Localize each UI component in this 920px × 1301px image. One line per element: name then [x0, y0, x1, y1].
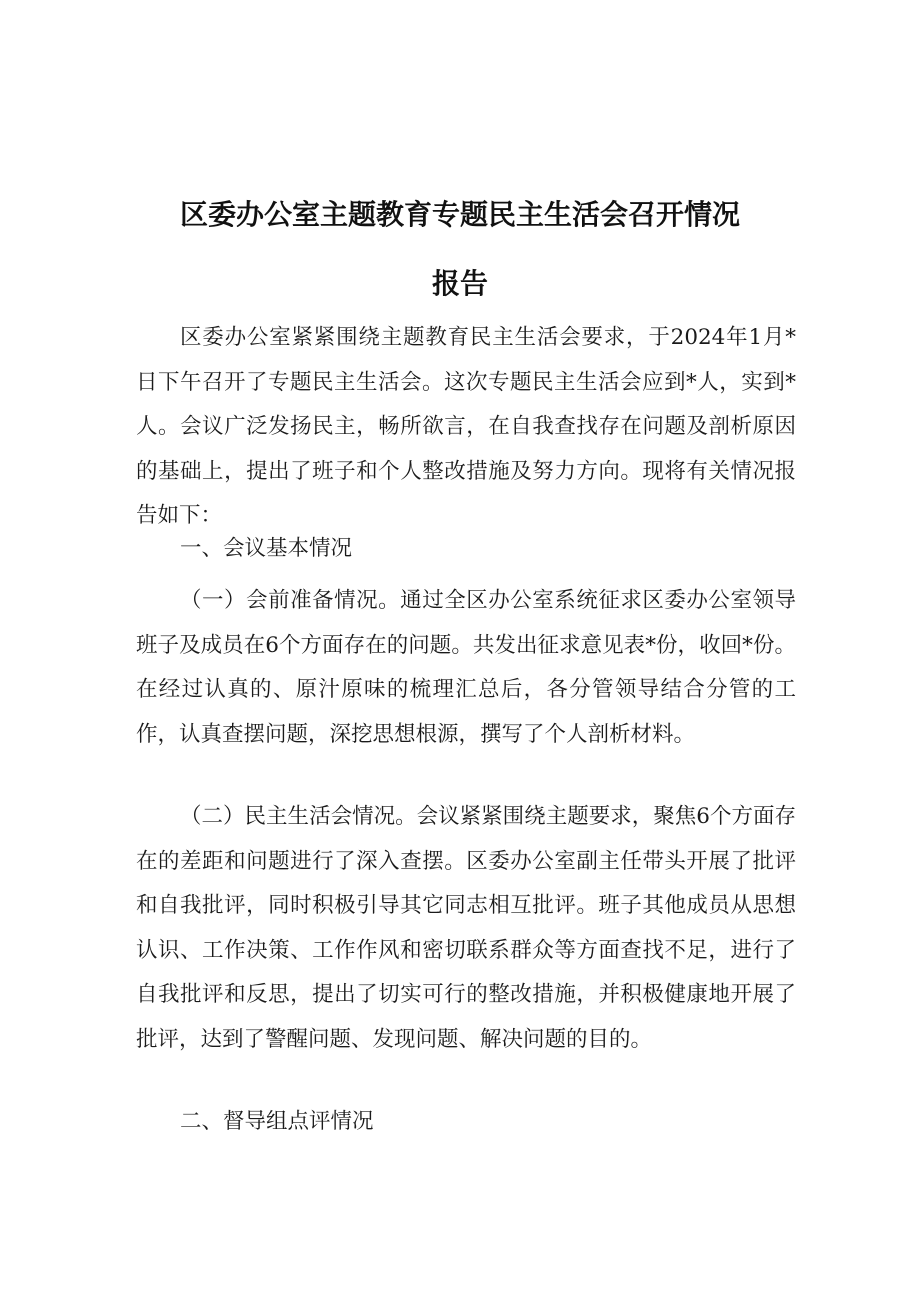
- section1-item1-paragraph: （一）会前准备情况。通过全区办公室系统征求区委办公室领导班子及成员在6个方面存在的问题。共发出征求意见表*份，收回*份。在经过认真的、原汁原味的梳理汇总后，各分管领导结合分管的工作，认真查摆问题，深挖思想根源，撰写了个人剖析材料。: [136, 588, 796, 747]
- document-title-line2: 报告: [431, 267, 488, 300]
- document-title-line1: 区委办公室主题教育专题民主生活会召开情况: [179, 198, 740, 231]
- section2-heading: 二、督导组点评情况: [180, 1109, 374, 1134]
- section1-item2-paragraph: （二）民主生活会情况。会议紧紧围绕主题要求，聚焦6个方面存在的差距和问题进行了深入查摆。区委办公室副主任带头开展了批评和自我批评，同时积极引导其它同志相互批评。班子其他成员从思想认识、工作决策、工作作风和密切联系群众等方面查找不足，进行了自我批评和反思，提出了切实可行的整改措施，并积极健康地开展了批评，达到了警醒问题、发现问题、解决问题的目的。: [136, 804, 796, 1052]
- intro-paragraph: 区委办公室紧紧围绕主题教育民主生活会要求，于2024年1月*日下午召开了专题民主生活会。这次专题民主生活会应到*人，实到*人。会议广泛发扬民主，畅所欲言，在自我查找存在问题及剖析原因的基础上，提出了班子和个人整改措施及努力方向。现将有关情况报告如下：: [136, 325, 796, 528]
- section1-heading: 一、会议基本情况: [180, 536, 353, 561]
